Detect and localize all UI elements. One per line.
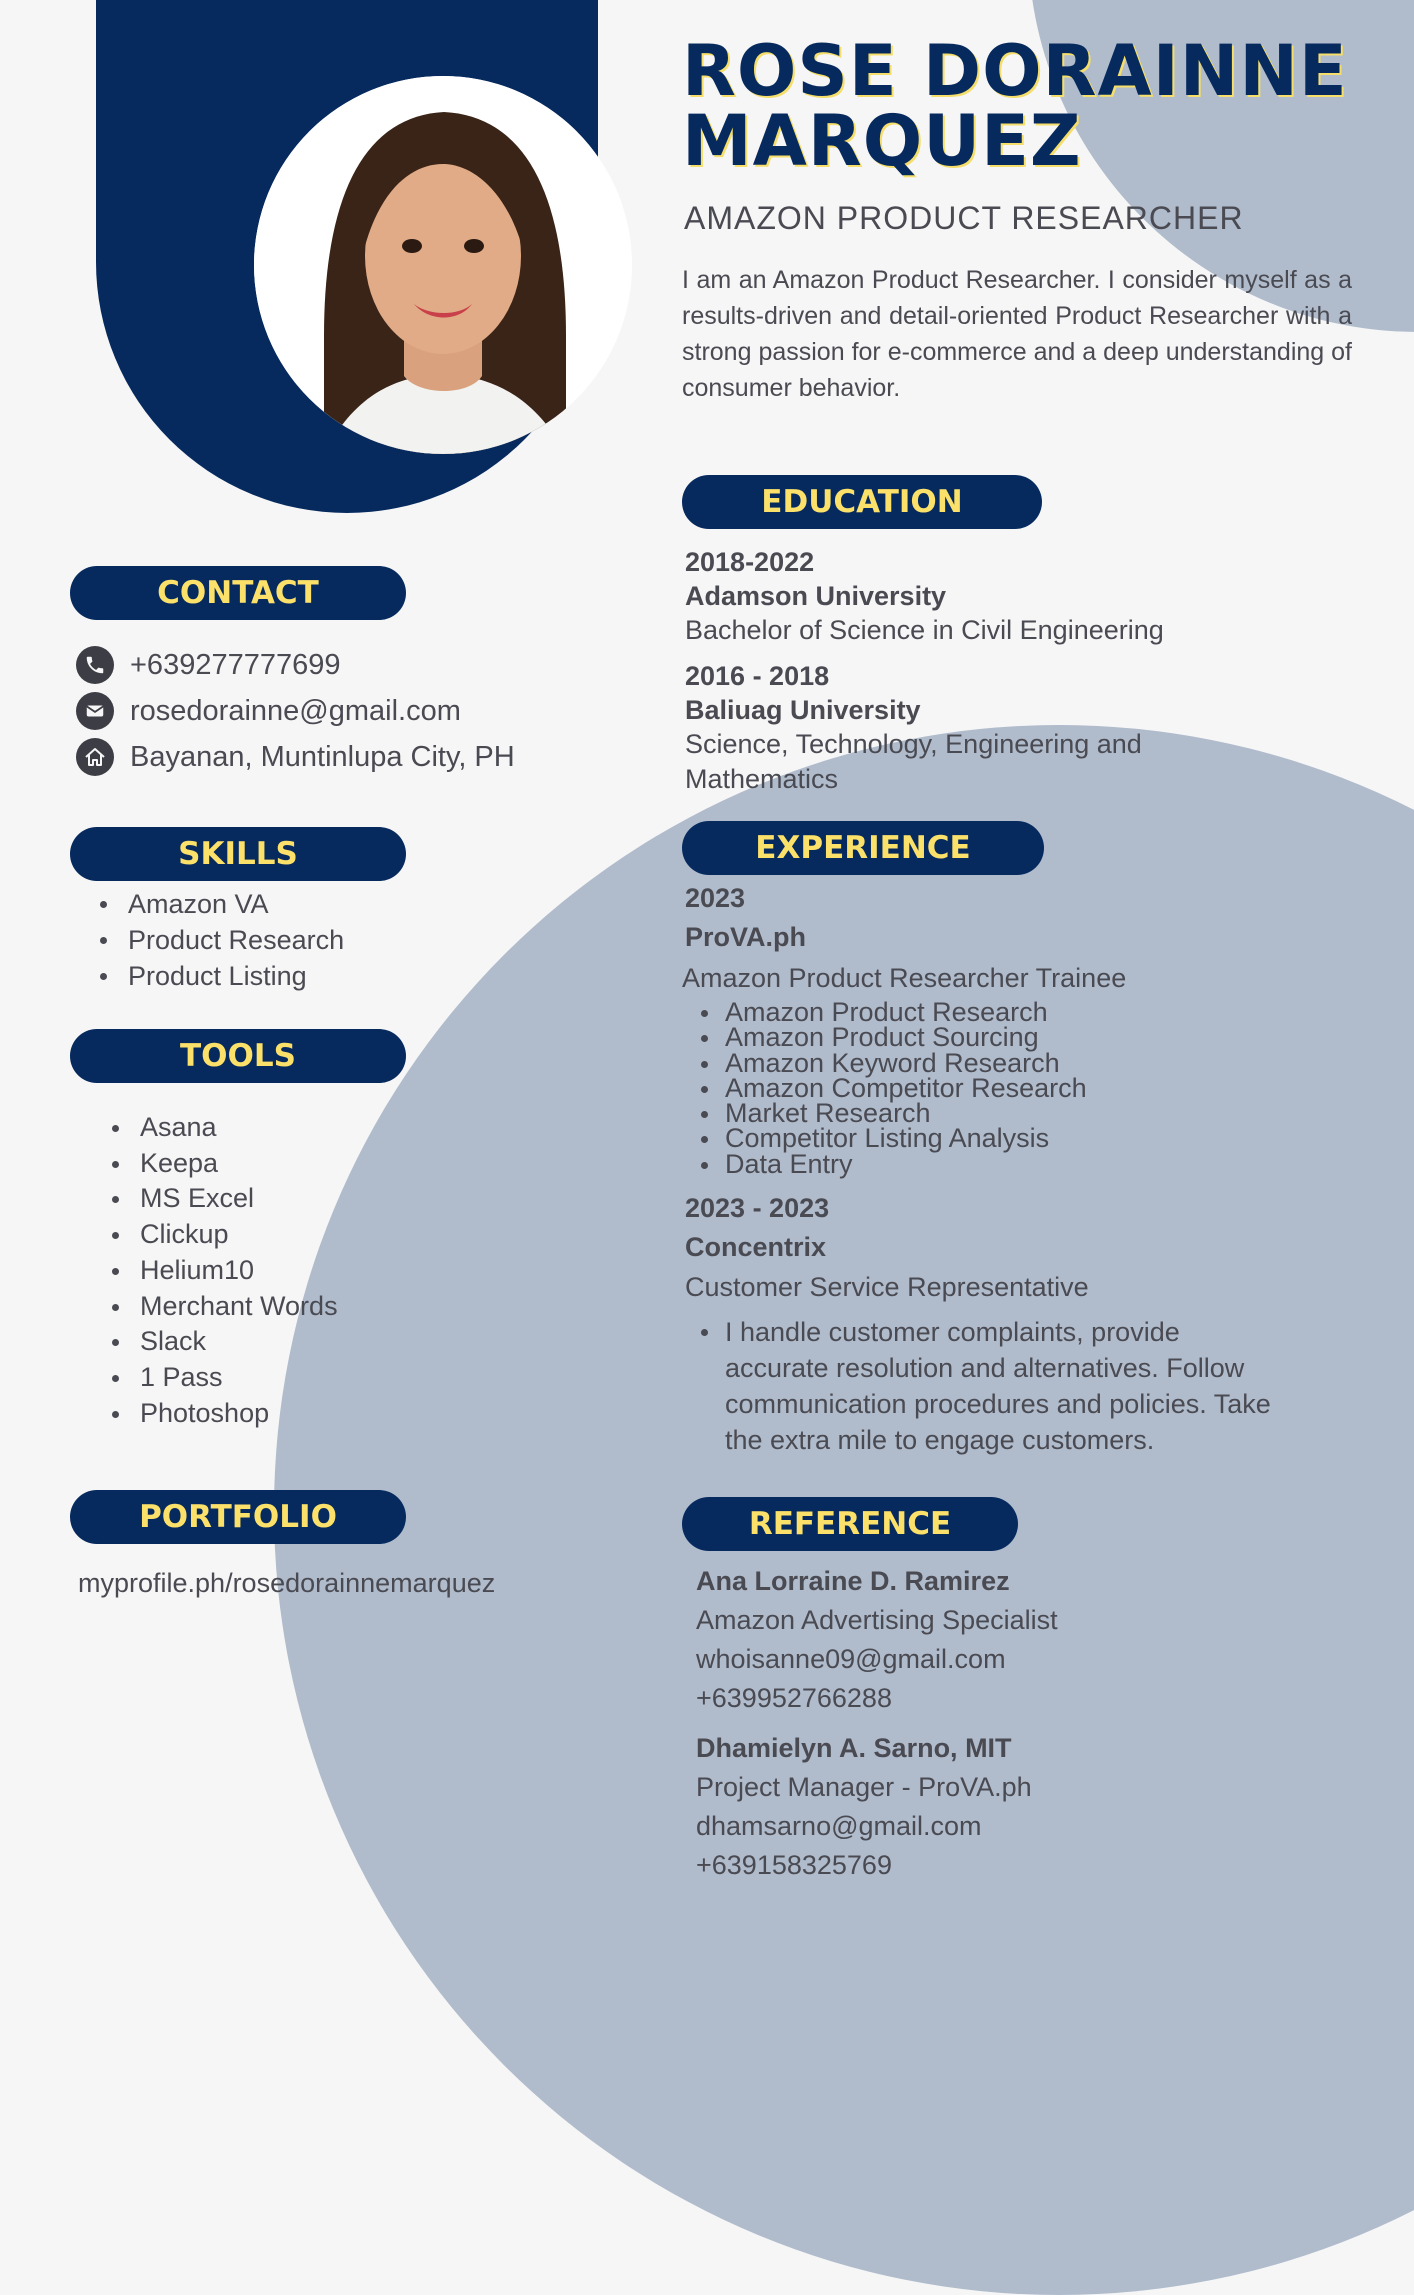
tool-item: Helium10	[140, 1253, 338, 1289]
name-line-1: ROSE DORAINNE	[682, 30, 1348, 112]
experience-company: Concentrix	[685, 1232, 827, 1262]
reference-phone[interactable]: +639158325769	[696, 1850, 892, 1880]
tools-list	[140, 1110, 338, 1431]
experience-years: 2023	[685, 883, 746, 913]
duty-item: Competitor Listing Analysis	[725, 1126, 1087, 1151]
experience-role: Customer Service Representative	[685, 1272, 1089, 1302]
education-school: Adamson University	[685, 581, 947, 611]
phone-icon	[76, 646, 114, 684]
contact-address	[76, 738, 515, 776]
education-years: 2016 - 2018	[685, 661, 830, 691]
duty-item: I handle customer complaints, provide accurate resolution and alternatives. Follow communication procedures and policies. Take the extra mile to engage customers.	[725, 1314, 1285, 1458]
skill-item: Amazon VA	[128, 886, 344, 922]
job-title: AMAZON PRODUCT RESEARCHER	[684, 200, 1244, 236]
education-entry	[685, 659, 1205, 797]
experience-years: 2023 - 2023	[685, 1193, 830, 1223]
duty-item: Amazon Keyword Research	[725, 1051, 1087, 1076]
reference-title: Amazon Advertising Specialist	[696, 1605, 1058, 1635]
reference-heading: REFERENCE	[682, 1497, 1018, 1551]
experience-heading: EXPERIENCE	[682, 821, 1044, 875]
tool-item: MS Excel	[140, 1181, 338, 1217]
duty-item: Market Research	[725, 1101, 1087, 1126]
contact-heading: CONTACT	[70, 566, 406, 620]
tool-item: Merchant Words	[140, 1289, 338, 1325]
education-heading: EDUCATION	[682, 475, 1042, 529]
reference-email[interactable]: whoisanne09@gmail.com	[696, 1644, 1006, 1674]
education-entry	[685, 545, 1205, 648]
experience-role: Amazon Product Researcher Trainee	[682, 963, 1127, 993]
skill-item: Product Listing	[128, 958, 344, 994]
tool-item: Slack	[140, 1324, 338, 1360]
reference-name: Dhamielyn A. Sarno, MIT	[696, 1733, 1012, 1763]
portfolio-heading: PORTFOLIO	[70, 1490, 406, 1544]
mail-icon	[76, 692, 114, 730]
reference-phone[interactable]: +639952766288	[696, 1683, 892, 1713]
experience-duties	[725, 1314, 1285, 1458]
experience-duties	[725, 997, 1087, 1179]
tools-heading: TOOLS	[70, 1029, 406, 1083]
experience-company: ProVA.ph	[685, 922, 806, 952]
reference-name: Ana Lorraine D. Ramirez	[696, 1566, 1010, 1596]
profile-photo	[254, 76, 632, 454]
tool-item: 1 Pass	[140, 1360, 338, 1396]
skill-item: Product Research	[128, 922, 344, 958]
education-degree: Science, Technology, Engineering and Mathematics	[685, 729, 1142, 794]
name-line-2: MARQUEZ	[682, 100, 1082, 182]
education-years: 2018-2022	[685, 547, 815, 577]
home-icon	[76, 738, 114, 776]
education-school: Baliuag University	[685, 695, 921, 725]
candidate-name	[682, 30, 1348, 182]
skills-heading: SKILLS	[70, 827, 406, 881]
tool-item: Asana	[140, 1110, 338, 1146]
profile-summary: I am an Amazon Product Researcher. I consider myself as a results-driven and detail-oriented Product Researcher with a strong passion for e-commerce and a deep understanding of consumer behavior.	[682, 266, 1352, 402]
education-degree: Bachelor of Science in Civil Engineering	[685, 615, 1164, 645]
duty-item: Amazon Product Research	[725, 1000, 1087, 1025]
duty-item: Amazon Product Sourcing	[725, 1025, 1087, 1050]
photo-frame	[96, 0, 598, 513]
reference-email[interactable]: dhamsarno@gmail.com	[696, 1811, 982, 1841]
duty-item: Amazon Competitor Research	[725, 1072, 1087, 1103]
email-address[interactable]: rosedorainne@gmail.com	[130, 694, 461, 727]
phone-number[interactable]: +639277777699	[130, 648, 341, 681]
contact-email	[76, 692, 461, 730]
reference-title: Project Manager - ProVA.ph	[696, 1772, 1032, 1802]
portfolio-link[interactable]: myprofile.ph/rosedorainnemarquez	[78, 1568, 496, 1598]
duty-item: Data Entry	[725, 1152, 1087, 1177]
contact-phone	[76, 646, 340, 684]
tool-item: Clickup	[140, 1217, 338, 1253]
address: Bayanan, Muntinlupa City, PH	[130, 740, 515, 773]
tool-item: Photoshop	[140, 1396, 338, 1432]
skills-list	[128, 886, 344, 994]
tool-item: Keepa	[140, 1146, 338, 1182]
